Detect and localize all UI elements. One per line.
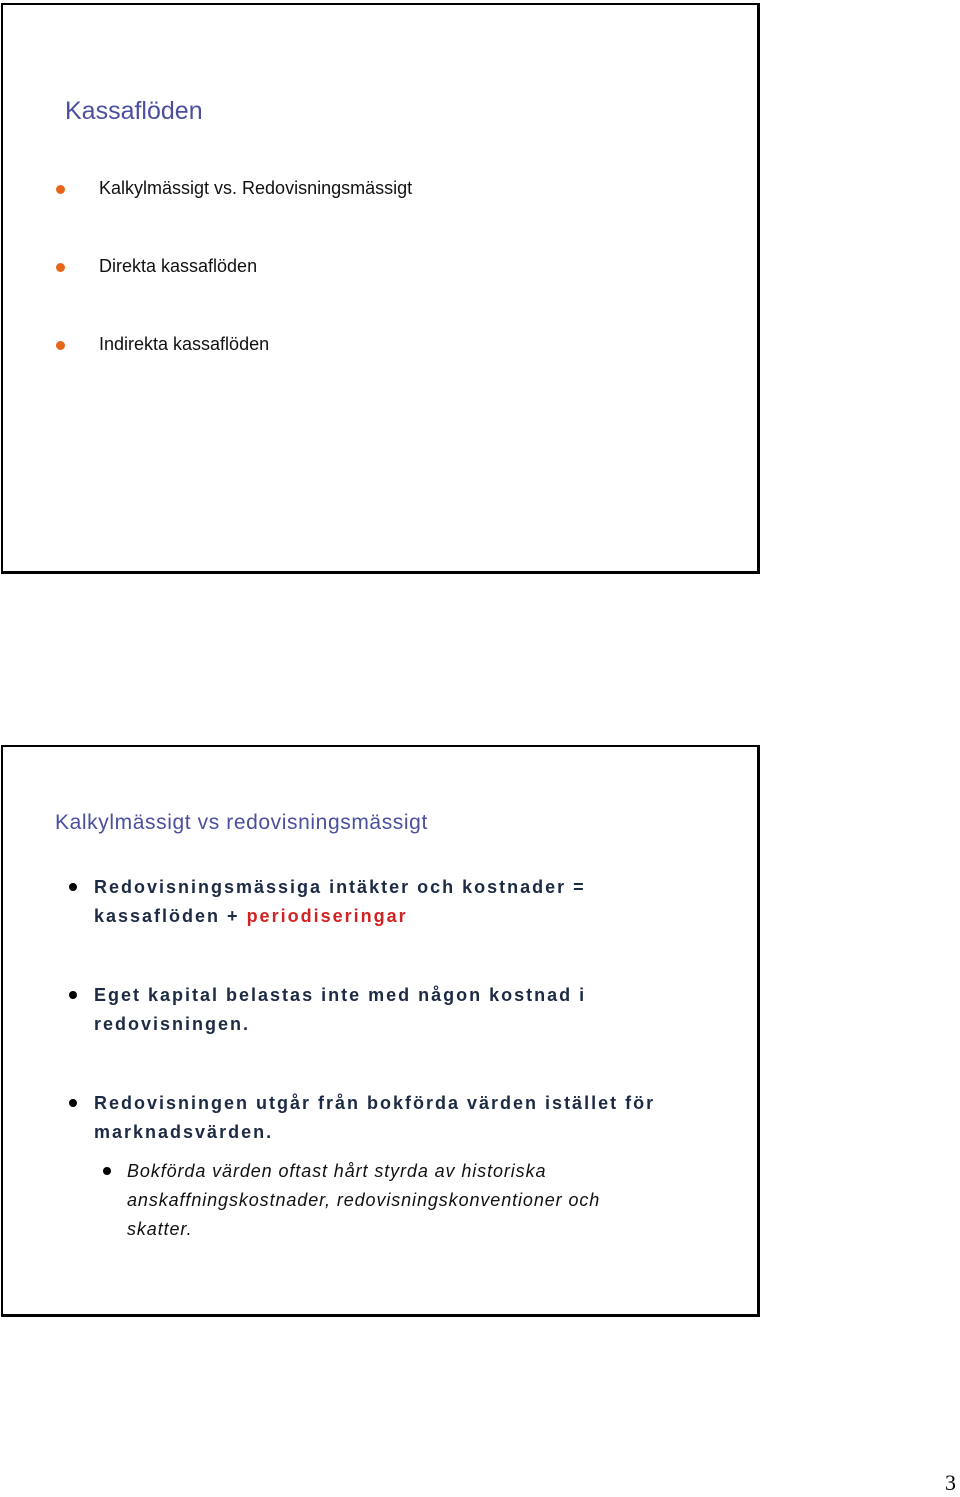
- bullet-line: [94, 902, 586, 931]
- bullet-text: [94, 981, 586, 1039]
- bullet-dot-icon: [69, 1099, 77, 1107]
- bullet-line: Redovisningsmässiga intäkter och kostnader =: [94, 877, 586, 897]
- list-item: Direkta kassaflöden: [99, 256, 258, 276]
- bullet-text-prefix: kassaflöden +: [94, 906, 247, 926]
- slide-title: Kassaflöden: [65, 97, 203, 125]
- bullet-line: marknadsvärden.: [94, 1122, 274, 1142]
- bullet-dot-icon: [56, 185, 65, 194]
- bullet-dot-icon: [56, 263, 65, 272]
- bullet-line: Eget kapital belastas inte med någon kostnad i: [94, 985, 587, 1005]
- sub-bullet-line: anskaffningskostnader, redovisningskonventioner och: [127, 1190, 601, 1210]
- list-item: Kalkylmässigt vs. Redovisningsmässigt: [99, 178, 413, 198]
- bullet-text: [94, 873, 586, 931]
- slide-kassafloden: [1, 3, 760, 574]
- accent-term: periodiseringar: [246, 906, 408, 926]
- sub-bullet-text: [127, 1157, 600, 1244]
- slide-title: Kalkylmässigt vs redovisningsmässigt: [55, 811, 428, 834]
- sub-bullet-dot-icon: [103, 1167, 111, 1175]
- list-item: Indirekta kassaflöden: [99, 334, 270, 354]
- page-number: 3: [945, 1470, 956, 1495]
- bullet-dot-icon: [69, 883, 77, 891]
- bullet-line: redovisningen.: [94, 1014, 251, 1034]
- bullet-line: Redovisningen utgår från bokförda värden istället för: [94, 1093, 656, 1113]
- slide-kalkylmassigt-vs-redovisningsmassigt: [1, 745, 760, 1317]
- sub-bullet-line: Bokförda värden oftast hårt styrda av historiska: [127, 1161, 547, 1181]
- sub-bullet-line: skatter.: [127, 1219, 193, 1239]
- bullet-dot-icon: [56, 341, 65, 350]
- bullet-text: [94, 1089, 655, 1147]
- bullet-dot-icon: [69, 991, 77, 999]
